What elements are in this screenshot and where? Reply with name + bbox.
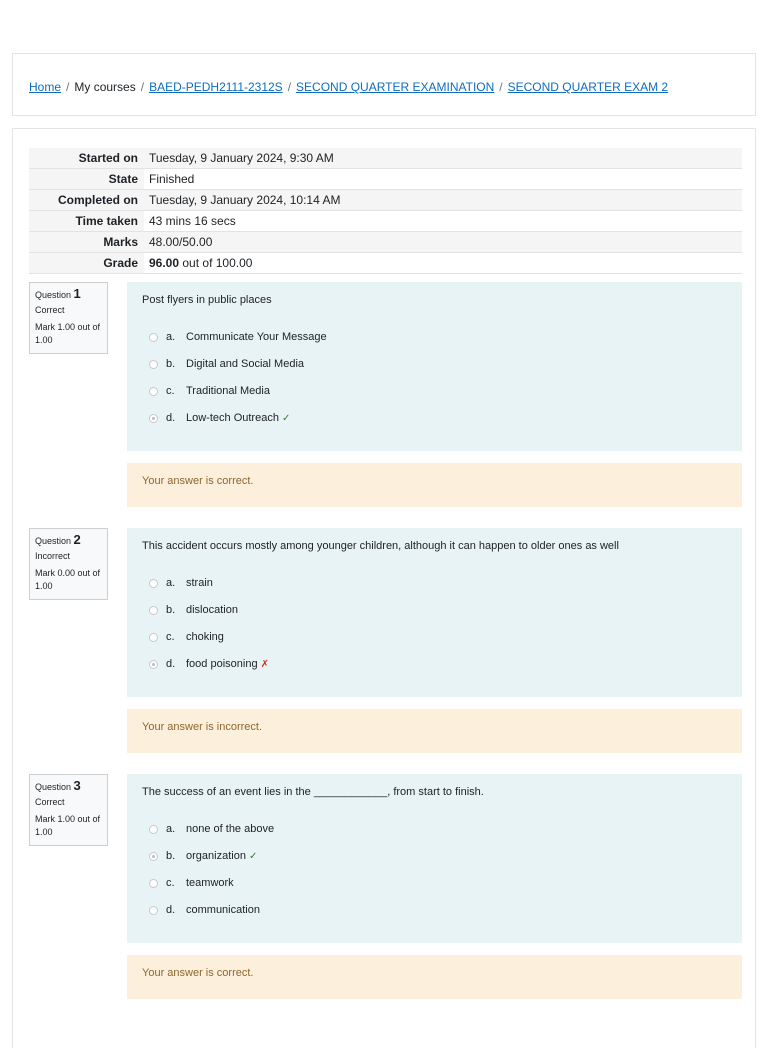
option-text: teamwork: [186, 877, 234, 889]
option-text: Low-tech Outreach: [186, 412, 279, 424]
answer-option-selected[interactable]: [149, 658, 269, 670]
question-formulation: [127, 282, 742, 451]
answer-option[interactable]: [149, 577, 213, 589]
check-icon: ✓: [248, 850, 258, 862]
radio-button[interactable]: [149, 633, 158, 642]
radio-button[interactable]: [149, 606, 158, 615]
option-letter: d.: [166, 412, 176, 424]
summary-row-state: [29, 169, 742, 190]
feedback-box: Your answer is correct.: [127, 955, 742, 999]
marks-label: Marks: [29, 232, 144, 253]
started-on-value: Tuesday, 9 January 2024, 9:30 AM: [144, 148, 742, 169]
option-text: Digital and Social Media: [186, 358, 305, 370]
answer-option[interactable]: [149, 631, 224, 643]
question-info: [29, 282, 108, 354]
grade-label: Grade: [29, 253, 144, 274]
option-text: dislocation: [186, 604, 238, 616]
attempt-summary-table: [29, 148, 742, 274]
option-letter: a.: [166, 577, 176, 589]
breadcrumb-home-link[interactable]: Home: [29, 80, 62, 94]
breadcrumb-my-courses: My courses: [74, 80, 136, 94]
summary-row-started: [29, 148, 742, 169]
breadcrumb-separator: /: [140, 80, 145, 94]
question-grade: Mark 1.00 out of 1.00: [35, 322, 101, 345]
summary-row-grade: [29, 253, 742, 274]
question-grade: Mark 0.00 out of 1.00: [35, 568, 101, 591]
radio-button[interactable]: [149, 825, 158, 834]
time-taken-label: Time taken: [29, 211, 144, 232]
option-text: choking: [186, 631, 224, 643]
radio-button[interactable]: [149, 879, 158, 888]
breadcrumb-separator: /: [66, 80, 70, 94]
option-letter: a.: [166, 823, 176, 835]
answer-option[interactable]: [149, 331, 327, 343]
option-text: Traditional Media: [186, 385, 270, 397]
question-number: [35, 533, 102, 548]
breadcrumb-separator: /: [287, 80, 292, 94]
radio-button-checked[interactable]: [149, 660, 158, 669]
feedback-box: Your answer is correct.: [127, 463, 742, 507]
completed-on-label: Completed on: [29, 190, 144, 211]
option-letter: a.: [166, 331, 176, 343]
question-grade: Mark 1.00 out of 1.00: [35, 814, 101, 837]
question-text: This accident occurs mostly among younger children, although it can happen to older ones as well: [142, 540, 619, 552]
question-text: The success of an event lies in the ____________, from start to finish.: [142, 786, 484, 798]
answer-option[interactable]: [149, 358, 304, 370]
question-number-value: 1: [73, 286, 81, 301]
option-letter: b.: [166, 850, 176, 862]
option-text: none of the above: [186, 823, 275, 835]
option-letter: c.: [166, 877, 175, 889]
question-formulation: [127, 774, 742, 943]
radio-button[interactable]: [149, 387, 158, 396]
grade-value: 96.00: [149, 256, 180, 270]
radio-button-checked[interactable]: [149, 852, 158, 861]
option-letter: c.: [166, 631, 175, 643]
breadcrumb-separator: /: [499, 80, 503, 94]
option-text: food poisoning: [186, 658, 258, 670]
question-state: Correct: [35, 797, 65, 807]
question-text: Post flyers in public places: [142, 294, 272, 306]
option-text: Communicate Your Message: [186, 331, 327, 343]
state-value: Finished: [149, 172, 195, 186]
answer-option[interactable]: [149, 904, 260, 916]
breadcrumb-card: [12, 53, 756, 116]
radio-button[interactable]: [149, 333, 158, 342]
radio-button[interactable]: [149, 906, 158, 915]
summary-row-marks: [29, 232, 742, 253]
option-text: strain: [186, 577, 213, 589]
answer-option-selected[interactable]: [149, 850, 257, 862]
breadcrumb: [29, 80, 668, 94]
summary-row-time: [29, 211, 742, 232]
marks-value: 48.00/50.00: [144, 232, 742, 253]
option-letter: d.: [166, 658, 176, 670]
radio-button[interactable]: [149, 579, 158, 588]
quiz-review-card: [12, 128, 756, 1048]
cross-icon: ✗: [260, 658, 269, 670]
radio-button-checked[interactable]: [149, 414, 158, 423]
question-number: [35, 287, 102, 302]
radio-button[interactable]: [149, 360, 158, 369]
grade-suffix: out of 100.00: [182, 256, 253, 270]
state-label: State: [29, 169, 144, 190]
question-number-value: 2: [73, 532, 81, 547]
question-label: Question: [35, 782, 72, 792]
question-state: Correct: [35, 305, 65, 315]
option-letter: b.: [166, 604, 176, 616]
check-icon: ✓: [281, 412, 291, 424]
question-number: [35, 779, 102, 794]
completed-on-value: Tuesday, 9 January 2024, 10:14 AM: [144, 190, 742, 211]
question-info: [29, 774, 108, 846]
started-on-label: Started on: [29, 148, 144, 169]
option-text: organization: [186, 850, 246, 862]
answer-option[interactable]: [149, 604, 238, 616]
feedback-box: Your answer is incorrect.: [127, 709, 742, 753]
answer-option-selected[interactable]: [149, 412, 290, 424]
question-info: [29, 528, 108, 600]
summary-row-completed: [29, 190, 742, 211]
question-formulation: [127, 528, 742, 697]
grade-value-cell: [144, 253, 742, 274]
answer-option[interactable]: [149, 385, 270, 397]
question-number-value: 3: [73, 778, 81, 793]
breadcrumb-course-link[interactable]: BAED-PEDH2111-2312S: [149, 80, 283, 94]
time-taken-value: 43 mins 16 secs: [149, 214, 236, 228]
question-label: Question: [35, 536, 72, 546]
option-letter: b.: [166, 358, 176, 370]
answer-option[interactable]: [149, 823, 274, 835]
option-letter: c.: [166, 385, 175, 397]
answer-option[interactable]: [149, 877, 234, 889]
breadcrumb-section-link[interactable]: SECOND QUARTER EXAMINATION: [296, 80, 495, 94]
question-label: Question: [35, 290, 72, 300]
breadcrumb-exam-link[interactable]: SECOND QUARTER EXAM 2: [507, 80, 669, 94]
option-letter: d.: [166, 904, 176, 916]
question-state: Incorrect: [35, 551, 71, 561]
option-text: communication: [186, 904, 260, 916]
